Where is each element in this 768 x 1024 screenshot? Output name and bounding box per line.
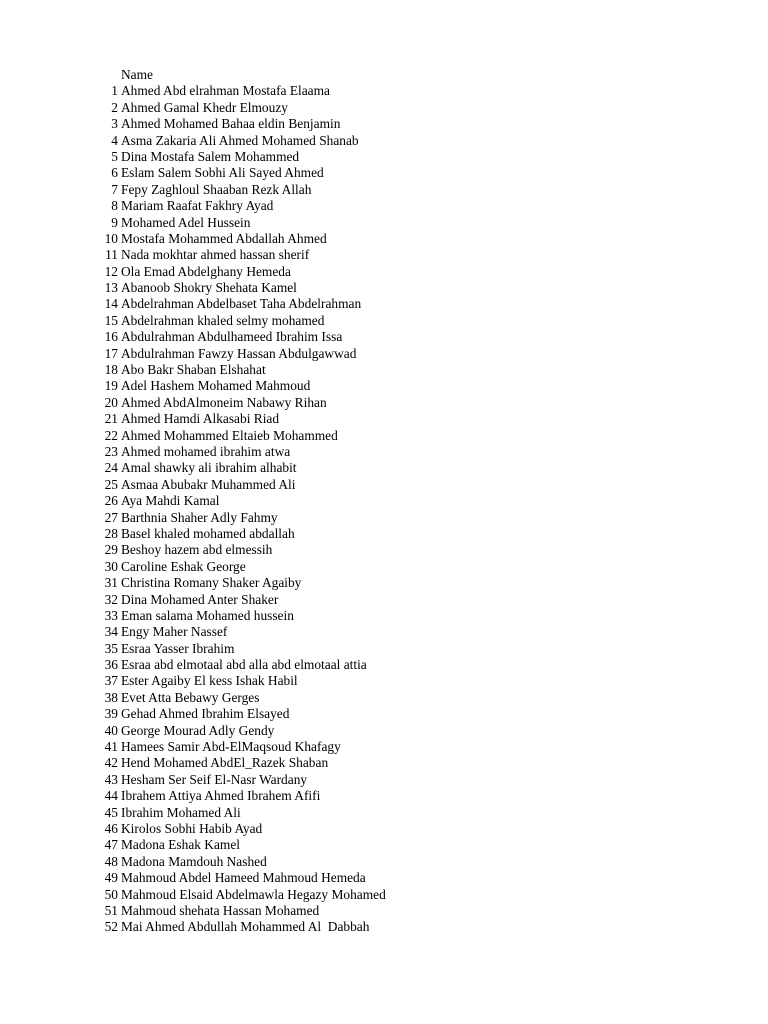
row-number-cell: 46 bbox=[104, 820, 118, 836]
row-number-cell: 28 bbox=[104, 525, 118, 541]
row-name-cell: Nada mokhtar ahmed hassan sherif bbox=[121, 247, 310, 263]
table-row bbox=[0, 657, 768, 673]
row-name-cell: Madona Mamdouh Nashed bbox=[121, 853, 267, 869]
row-number-cell: 42 bbox=[104, 755, 118, 771]
row-number-cell: 35 bbox=[104, 640, 118, 656]
row-number-cell: 27 bbox=[104, 509, 118, 525]
table-row bbox=[0, 559, 768, 575]
table-row bbox=[0, 215, 768, 231]
row-number-cell: 19 bbox=[104, 378, 118, 394]
row-number-cell: 20 bbox=[104, 394, 118, 410]
table-row bbox=[0, 198, 768, 214]
row-name-cell: Engy Maher Nassef bbox=[121, 624, 228, 640]
row-number-cell: 5 bbox=[111, 148, 118, 164]
row-name-cell: Ester Agaiby El kess Ishak Habil bbox=[121, 673, 298, 689]
row-number-cell: 29 bbox=[104, 542, 118, 558]
row-name-cell: Aya Mahdi Kamal bbox=[121, 493, 220, 509]
table-header-row bbox=[0, 67, 768, 83]
row-name-cell: Ahmed mohamed ibrahim atwa bbox=[121, 443, 291, 459]
row-name-cell: Kirolos Sobhi Habib Ayad bbox=[121, 820, 263, 836]
row-number-cell: 26 bbox=[104, 493, 118, 509]
table-row bbox=[0, 772, 768, 788]
table-row bbox=[0, 673, 768, 689]
table-row bbox=[0, 182, 768, 198]
row-number-cell: 23 bbox=[104, 443, 118, 459]
row-name-cell: Mai Ahmed Abdullah Mohammed Al Dabbah bbox=[121, 919, 370, 935]
row-number-cell: 15 bbox=[104, 312, 118, 328]
table-row bbox=[0, 608, 768, 624]
row-name-cell: Madona Eshak Kamel bbox=[121, 837, 240, 853]
row-number-cell: 31 bbox=[104, 575, 118, 591]
row-name-cell: Abdulrahman Abdulhameed Ibrahim Issa bbox=[121, 329, 343, 345]
row-name-cell: Asma Zakaria Ali Ahmed Mohamed Shanab bbox=[121, 132, 359, 148]
row-number-cell: 50 bbox=[104, 886, 118, 902]
row-name-cell: Ahmed Hamdi Alkasabi Riad bbox=[121, 411, 280, 427]
row-name-cell: Ola Emad Abdelghany Hemeda bbox=[121, 263, 291, 279]
row-name-cell: Dina Mohamed Anter Shaker bbox=[121, 591, 279, 607]
row-number-cell: 48 bbox=[104, 853, 118, 869]
row-number-cell: 1 bbox=[111, 83, 118, 99]
row-name-cell: Mahmoud shehata Hassan Mohamed bbox=[121, 902, 320, 918]
row-number-cell: 43 bbox=[104, 771, 118, 787]
row-number-cell: 9 bbox=[111, 214, 118, 230]
table-row bbox=[0, 83, 768, 99]
row-name-cell: Hamees Samir Abd-ElMaqsoud Khafagy bbox=[121, 739, 341, 755]
row-number-cell: 52 bbox=[104, 919, 118, 935]
row-number-cell: 17 bbox=[104, 345, 118, 361]
table-row bbox=[0, 788, 768, 804]
table-row bbox=[0, 854, 768, 870]
row-name-cell: George Mourad Adly Gendy bbox=[121, 722, 275, 738]
row-name-cell: Esraa Yasser Ibrahim bbox=[121, 640, 235, 656]
row-number-cell: 22 bbox=[104, 427, 118, 443]
row-name-cell: Fepy Zaghloul Shaaban Rezk Allah bbox=[121, 181, 312, 197]
row-name-cell: Eman salama Mohamed hussein bbox=[121, 607, 294, 623]
row-number-cell: 10 bbox=[104, 230, 118, 246]
table-row bbox=[0, 903, 768, 919]
row-name-cell: Amal shawky ali ibrahim alhabit bbox=[121, 460, 297, 476]
row-name-cell: Abdelrahman Abdelbaset Taha Abdelrahman bbox=[121, 296, 362, 312]
table-row bbox=[0, 100, 768, 116]
row-number-cell: 32 bbox=[104, 591, 118, 607]
table-row bbox=[0, 346, 768, 362]
row-number-cell: 49 bbox=[104, 870, 118, 886]
row-name-cell: Asmaa Abubakr Muhammed Ali bbox=[121, 476, 296, 492]
table-row bbox=[0, 624, 768, 640]
row-number-cell: 45 bbox=[104, 804, 118, 820]
table-row bbox=[0, 428, 768, 444]
row-number-cell: 13 bbox=[104, 280, 118, 296]
row-name-cell: Ahmed Gamal Khedr Elmouzy bbox=[121, 99, 288, 115]
row-number-cell: 36 bbox=[104, 657, 118, 673]
table-row bbox=[0, 313, 768, 329]
table-row bbox=[0, 231, 768, 247]
row-number-cell: 14 bbox=[104, 296, 118, 312]
row-number-cell: 39 bbox=[104, 706, 118, 722]
table-row bbox=[0, 296, 768, 312]
row-number-cell: 24 bbox=[104, 460, 118, 476]
row-name-cell: Gehad Ahmed Ibrahim Elsayed bbox=[121, 706, 290, 722]
row-number-cell: 38 bbox=[104, 689, 118, 705]
table-row bbox=[0, 378, 768, 394]
row-name-cell: Mariam Raafat Fakhry Ayad bbox=[121, 198, 274, 214]
table-row bbox=[0, 755, 768, 771]
row-number-cell: 51 bbox=[104, 902, 118, 918]
header-number-cell bbox=[0, 67, 121, 83]
row-number-cell: 3 bbox=[111, 116, 118, 132]
row-number-cell: 16 bbox=[104, 329, 118, 345]
table-row bbox=[0, 690, 768, 706]
row-number-cell: 25 bbox=[104, 476, 118, 492]
table-row bbox=[0, 280, 768, 296]
row-number-cell: 37 bbox=[104, 673, 118, 689]
row-name-cell: Ahmed Abd elrahman Mostafa Elaama bbox=[121, 83, 330, 99]
table-row bbox=[0, 460, 768, 476]
row-name-cell: Barthnia Shaher Adly Fahmy bbox=[121, 509, 278, 525]
table-row bbox=[0, 706, 768, 722]
row-number-cell: 44 bbox=[104, 788, 118, 804]
row-name-cell: Hesham Ser Seif El-Nasr Wardany bbox=[121, 771, 308, 787]
row-name-cell: Ibrahim Mohamed Ali bbox=[121, 804, 241, 820]
row-number-cell: 30 bbox=[104, 558, 118, 574]
row-number-cell: 21 bbox=[104, 411, 118, 427]
table-row bbox=[0, 887, 768, 903]
table-row bbox=[0, 362, 768, 378]
row-name-cell: Mostafa Mohammed Abdallah Ahmed bbox=[121, 230, 327, 246]
row-name-cell: Esraa abd elmotaal abd alla abd elmotaal attia bbox=[121, 657, 367, 673]
table-row bbox=[0, 542, 768, 558]
row-number-cell: 4 bbox=[111, 132, 118, 148]
table-row bbox=[0, 165, 768, 181]
row-name-cell: Eslam Salem Sobhi Ali Sayed Ahmed bbox=[121, 165, 324, 181]
table-row bbox=[0, 411, 768, 427]
row-name-cell: Basel khaled mohamed abdallah bbox=[121, 525, 295, 541]
table-row bbox=[0, 444, 768, 460]
row-name-cell: Ahmed AbdAlmoneim Nabawy Rihan bbox=[121, 394, 327, 410]
table-row bbox=[0, 837, 768, 853]
row-number-cell: 40 bbox=[104, 722, 118, 738]
table-row bbox=[0, 264, 768, 280]
row-number-cell: 8 bbox=[111, 198, 118, 214]
table-row bbox=[0, 919, 768, 935]
table-row bbox=[0, 510, 768, 526]
row-name-cell: Ahmed Mohammed Eltaieb Mohammed bbox=[121, 427, 338, 443]
row-name-cell: Ahmed Mohamed Bahaa eldin Benjamin bbox=[121, 116, 341, 132]
row-name-cell: Hend Mohamed AbdEl_Razek Shaban bbox=[121, 755, 329, 771]
table-row bbox=[0, 641, 768, 657]
table-body bbox=[0, 83, 768, 935]
row-name-cell: Adel Hashem Mohamed Mahmoud bbox=[121, 378, 311, 394]
row-name-cell: Ibrahem Attiya Ahmed Ibrahem Afifi bbox=[121, 788, 321, 804]
row-number-cell: 18 bbox=[104, 362, 118, 378]
table-row bbox=[0, 592, 768, 608]
row-name-cell: Abdulrahman Fawzy Hassan Abdulgawwad bbox=[121, 345, 357, 361]
table-row bbox=[0, 149, 768, 165]
table-row bbox=[0, 477, 768, 493]
row-number-cell: 12 bbox=[104, 263, 118, 279]
table-row bbox=[0, 870, 768, 886]
row-name-cell: Beshoy hazem abd elmessih bbox=[121, 542, 273, 558]
table-row bbox=[0, 116, 768, 132]
row-number-cell: 2 bbox=[111, 99, 118, 115]
row-name-cell: Dina Mostafa Salem Mohammed bbox=[121, 148, 300, 164]
table-row bbox=[0, 821, 768, 837]
row-number-cell: 7 bbox=[111, 181, 118, 197]
row-name-cell: Abdelrahman khaled selmy mohamed bbox=[121, 312, 325, 328]
row-name-cell: Mahmoud Abdel Hameed Mahmoud Hemeda bbox=[121, 870, 366, 886]
row-number-cell: 11 bbox=[105, 247, 118, 263]
row-name-cell: Caroline Eshak George bbox=[121, 558, 246, 574]
row-name-cell: Christina Romany Shaker Agaiby bbox=[121, 575, 302, 591]
table-row bbox=[0, 526, 768, 542]
row-number-cell: 6 bbox=[111, 165, 118, 181]
table-row bbox=[0, 395, 768, 411]
row-name-cell: Mohamed Adel Hussein bbox=[121, 214, 251, 230]
row-number-cell: 47 bbox=[104, 837, 118, 853]
table-row bbox=[0, 329, 768, 345]
row-number-cell: 33 bbox=[104, 607, 118, 623]
table-row bbox=[0, 133, 768, 149]
table-row bbox=[0, 723, 768, 739]
row-number-cell: 41 bbox=[104, 739, 118, 755]
table-row bbox=[0, 805, 768, 821]
table-row bbox=[0, 493, 768, 509]
row-name-cell: Abo Bakr Shaban Elshahat bbox=[121, 362, 266, 378]
row-name-cell: Mahmoud Elsaid Abdelmawla Hegazy Mohamed bbox=[121, 886, 386, 902]
name-list-table bbox=[0, 67, 768, 936]
table-row bbox=[0, 739, 768, 755]
row-name-cell: Abanoob Shokry Shehata Kamel bbox=[121, 280, 297, 296]
row-name-cell: Evet Atta Bebawy Gerges bbox=[121, 689, 260, 705]
header-name-cell: Name bbox=[121, 67, 153, 82]
row-number-cell: 34 bbox=[104, 624, 118, 640]
table-row bbox=[0, 247, 768, 263]
table-row bbox=[0, 575, 768, 591]
